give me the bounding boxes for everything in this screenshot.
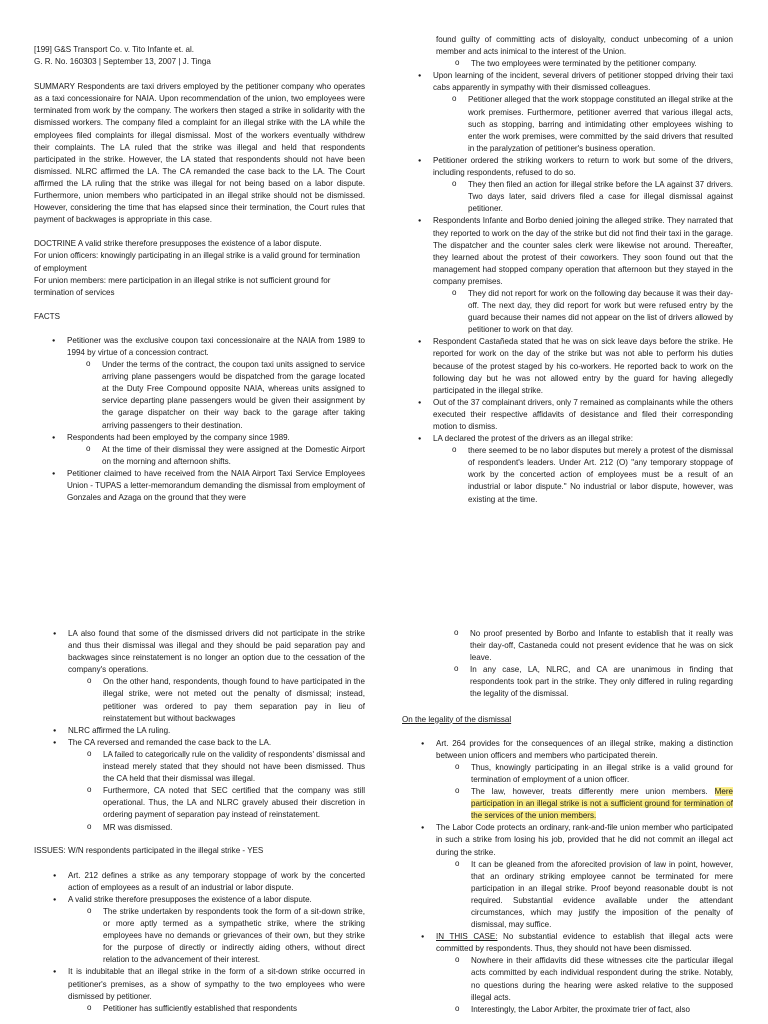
list-item: o On the other hand, respondents, though found to have participated in the illegal strike, were not meted out the penalty of dismissal; instead, petitioner was ordered to pay them separation pay in lieu of reinstatement but without backwages — [86, 676, 365, 724]
list-item: o there seemed to be no labor disputes but merely a protest of the dismissal of respondent's leaders. Under Art. 212 (O) "any temporary stoppage of work by the concerted action of employees must be a result of an industrial or labor dispute." No industrial or labor dispute, however, was existing at the time. — [451, 445, 733, 505]
list-item: ● The CA reversed and remanded the case back to the LA. o LA failed to categorically rule on the validity of respondents' dismissal and instead merely stated that they should not have been dismissed. Thus the CA held that their dismissal was illegal. o Furthermore, CA noted that SEC certified that the company was still operational. Thus, the LA and NLRC gravely abused their discretion in ordering payment of separation pay instead of reinstatement. o MR was dismissed. — [53, 737, 365, 834]
facts-list — [52, 335, 365, 504]
list-item: o LA failed to categorically rule on the validity of respondents' dismissal and instead merely stated that they should not have been dismissed. Thus the CA held that their dismissal was illegal. — [86, 749, 365, 785]
rulings-list — [53, 628, 365, 834]
doctrine-line: DOCTRINE A valid strike therefore presupposes the existence of a labor dispute. — [34, 239, 322, 249]
legality-heading: On the legality of the dismissal — [402, 714, 512, 724]
list-item: ● Petitioner ordered the striking workers to return to work but some of the drivers, including respondents, refused to do so. o They then filed an action for illegal strike before the LA against 37 drivers. Two days later, said drivers filed a case for illegal dismissal against petitioner. — [418, 155, 733, 215]
facts-heading: FACTS — [34, 311, 60, 321]
list-item: ● The Labor Code protects an ordinary, rank-and-file union member who participated in such a strike from losing his job, provided that he did not commit an illegal act during the strike. o It can be gleaned from the aforecited provision of law in point, however, that an ordinary striking employee cannot be terminated for mere participation in an illegal strike. Proof beyond reasonable doubt is not required. Substantial evidence available under the attendant circumstances, which may justify the imposition of the penalty of dismissal, may suffice. — [421, 822, 733, 931]
list-item: ● Out of the 37 complainant drivers, only 7 remained as complainants while the others executed their respective affidavits of desistance and filed their corresponding motion to dismiss. — [418, 397, 733, 433]
list-item: ● LA also found that some of the dismissed drivers did not participate in the strike and thus their dismissal was illegal and they should be paid separation pay and backwages since reinstatement is no longer an option due to the cessation of the company's operations. o On the other hand, respondents, though found to have participated in the illegal strike, were not meted out the penalty of dismissal; instead, petitioner was ordered to pay them separation pay in lieu of reinstatement but without backwages — [53, 628, 365, 725]
list-item: o In any case, LA, NLRC, and CA are unanimous in finding that respondents took part in the strike. They only differed in ruling regarding the legality of the dismissal. — [453, 664, 733, 700]
list-item: o At the time of their dismissal they were assigned at the Domestic Airport on the morning and afternoon shifts. — [85, 444, 365, 468]
list-item: o Thus, knowingly participating in an illegal strike is a valid ground for termination of employment of a union officer. — [454, 762, 733, 786]
list-item: ● Respondent Castañeda stated that he was on sick leave days before the strike. He reported for work on the day of the strike but was not able to perform his duties because of the protest staged by his co-workers. He reported back to work on the following day but he was not allowed entry by the guard for having allegedly participated in the illegal strike. — [418, 336, 733, 396]
facts-list-continued — [418, 70, 733, 505]
issues-list — [53, 870, 365, 1015]
list-item: ● Petitioner claimed to have received from the NAIA Airport Taxi Service Employees Union - TUPAS a letter-memorandum demanding the dismissal from employment of Gonzales and Azaga on the ground that they were — [52, 468, 365, 504]
list-item: o MR was dismissed. — [86, 822, 365, 834]
list-item: o Petitioner alleged that the work stoppage constituted an illegal strike at the work premises. Furthermore, petitioner averred that various illegal acts, such as stopping, barring and intimidating other employees wishing to enter the work premises, were committed by the said drivers that resulted in the paralyzation of petitioner's business operation. — [451, 94, 733, 154]
doctrine-line: For union members: mere participation in an illegal strike is not sufficient ground for termination of services — [34, 275, 331, 297]
case-title: [199] G&S Transport Co. v. Tito Infante et. al. — [34, 45, 194, 54]
list-item: ● Respondents had been employed by the company since 1989. o At the time of their dismissal they were assigned at the Domestic Airport on the morning and afternoon shifts. — [52, 432, 365, 468]
list-item: ● Upon learning of the incident, several drivers of petitioner stopped driving their taxi cabs apparently in sympathy with their dismissed colleagues. o Petitioner alleged that the work stoppage constituted an illegal strike at the work premises. Furthermore, petitioner averred that various illegal acts, such as stopping, barring and intimidating other employees wishing to enter the work premises, were committed by the said drivers that resulted in the paralyzation of petitioner's business operation. — [418, 70, 733, 155]
legality-list — [421, 738, 733, 1016]
sub-list — [436, 58, 733, 70]
list-item: o No proof presented by Borbo and Infante to establish that it really was their day-off, Castaneda could not present evidence that he was on sick leave. — [453, 628, 733, 664]
doctrine-block — [34, 238, 365, 298]
highlighted-text: Mere participation in an illegal strike is not a sufficient ground for termination of the services of the union members. — [471, 787, 733, 821]
list-item: ● Petitioner was the exclusive coupon taxi concessionaire at the NAIA from 1989 to 1994 by virtue of a concession contract. o Under the terms of the contract, the coupon taxi units assigned to service arriving plane passengers would be dispatched from the garage located at the Duty Free Compound opposite NAIA, whereas units assigned to service departing plane passengers would be given their assignment by the garage dispatcher on their way back to the garage after taking arriving passengers to their destination. — [52, 335, 365, 432]
list-item: o The strike undertaken by respondents took the form of a sit-down strike, or more aptly termed as a sympathetic strike, where the striking employees have no demands or grievances of their own, but they strike for the purpose of directly or indirectly aiding others, without direct relation to the advancement of their interest. — [86, 906, 365, 966]
list-item: ● Respondents Infante and Borbo denied joining the alleged strike. They narrated that they reported to work on the day of the strike but did not find their taxi in the garage. The dispatcher and the counter sales clerk were likewise not around. Thereafter, they learned about the protest of their coworkers. They soon found out that the management had stopped company operation that afternoon but they stayed in the company premises. o They did not report for work on the following day because it was their day-off. The next day, they did report for work but were refused entry by the guard because their names did not appear on the list of drivers allowed by petitioner to work on that day. — [418, 215, 733, 336]
list-item: o They did not report for work on the following day because it was their day-off. The next day, they did report for work but were refused entry by the guard because their names did not appear on the list of drivers allowed by petitioner to work on that day. — [451, 288, 733, 336]
page1-left-column — [34, 44, 365, 504]
list-item: o Under the terms of the contract, the coupon taxi units assigned to service arriving plane passengers would be dispatched from the garage located at the Duty Free Compound opposite NAIA, whereas units assigned to service departing plane passengers would be given their assignment by the garage dispatcher on their way back to the garage after taking arriving passengers to their destination. — [85, 359, 365, 432]
list-item: o The law, however, treats differently mere union members. Mere participation in an illegal strike is not a sufficient ground for termination of the services of the union members. — [454, 786, 733, 822]
page2-left-column — [34, 628, 365, 1015]
continued-paragraph: found guilty of committing acts of disloyalty, conduct unbecoming of a union member and acts inimical to the interest of the Union. — [436, 35, 733, 57]
list-item: ● LA declared the protest of the drivers as an illegal strike: o there seemed to be no labor disputes but merely a protest of the dismissal of respondent's leaders. Under Art. 212 (O) "any temporary stoppage of work by the concerted action of employees must be a result of an industrial or labor dispute." No industrial or labor dispute, however, was existing at the time. — [418, 433, 733, 506]
this-case-label: IN THIS CASE: — [436, 932, 498, 942]
list-item: o Furthermore, CA noted that SEC certified that the company was still operational. Thus, the LA and NLRC gravely abused their discretion in ordering payment of separation pay instead of reinstatement. — [86, 785, 365, 821]
issues-heading: ISSUES: W/N respondents participated in the illegal strike - YES — [34, 845, 264, 855]
list-item: o They then filed an action for illegal strike before the LA against 37 drivers. Two days later, said drivers filed a case for illegal dismissal against petitioner. — [451, 179, 733, 215]
list-item: ● Art. 264 provides for the consequences of an illegal strike, making a distinction between union officers and members who participated therein. o Thus, knowingly participating in an illegal strike is a valid ground for termination of employment of a union officer. o The law, however, treats differently mere union members. Mere participation in an illegal strike is not a sufficient ground for termination of the services of the union members. — [421, 738, 733, 823]
summary-paragraph: SUMMARY Respondents are taxi drivers employed by the petitioner company who operates as a taxi concessionaire for NAIA. Upon recommendation of the union, two employees were terminated from work by the company. The workers then staged a strike in solidarity with the dismissed workers. The company filed a complaint for an illegal strike with the LA while the employees filed complaints for illegal dismissal. Most of the workers eventually withdrew their complaints. The LA ruled that the strike was illegal and held that respondents participated in the strike. However, the LA stated that respondents should not have been dismissed. NLRC affirmed the LA. The CA remanded the case back to the LA. The Court affirmed the LA ruling that the strike was illegal for not being based on a labor dispute. Furthermore, union members who participated in an illegal strike should not be dismissed. However, considering the time that has elapsed since their termination, the Court rules that payment of backwages is appropriate in this case. — [34, 82, 365, 225]
page2-right-column — [402, 628, 733, 1016]
sub-list — [435, 628, 733, 701]
list-item: ● IN THIS CASE: No substantial evidence to establish that illegal acts were committed by respondents. Thus, they should not have been dismissed. o Nowhere in their affidavits did these witnesses cite the particular illegal acts committed by each individual respondent during the strike. Notably, no questions during the hearing were asked relative to the supposed illegal acts. o Interestingly, the Labor Arbiter, the proximate trier of fact, also — [421, 931, 733, 1016]
list-item: ● NLRC affirmed the LA ruling. — [53, 725, 365, 737]
list-item: o It can be gleaned from the aforecited provision of law in point, however, that an ordinary striking employee cannot be terminated for mere participation in an illegal strike. Proof beyond reasonable doubt is not required. Substantial evidence available under the attendant circumstances, which may justify the imposition of the penalty of dismissal, may suffice. — [454, 859, 733, 932]
doctrine-line: For union officers: knowingly participating in an illegal strike is a valid ground for termination of employment — [34, 251, 360, 273]
case-citation: G. R. No. 160303 | September 13, 2007 | J. Tinga — [34, 57, 211, 67]
page1-right-column — [418, 34, 733, 506]
list-item: o Interestingly, the Labor Arbiter, the proximate trier of fact, also — [454, 1004, 733, 1016]
list-item: o Nowhere in their affidavits did these witnesses cite the particular illegal acts committed by each individual respondent during the strike. Notably, no questions during the hearing were asked relative to the supposed illegal acts. — [454, 955, 733, 1003]
list-item: ● Art. 212 defines a strike as any temporary stoppage of work by the concerted action of employees as a result of an industrial or labor dispute. — [53, 870, 365, 894]
list-item: o The two employees were terminated by the petitioner company. — [454, 58, 733, 70]
list-item: o Petitioner has sufficiently established that respondents — [86, 1003, 365, 1015]
list-item: ● A valid strike therefore presupposes the existence of a labor dispute. o The strike undertaken by respondents took the form of a sit-down strike, or more aptly termed as a sympathetic strike, where the striking employees have no demands or grievances of their own, but they strike for the purpose of directly or indirectly aiding others, without direct relation to the advancement of their interest. — [53, 894, 365, 967]
list-item: ● It is indubitable that an illegal strike in the form of a sit-down strike occurred in petitioner's premises, as a show of sympathy to the two employees who were dismissed by petitioner. o Petitioner has sufficiently established that respondents — [53, 966, 365, 1014]
